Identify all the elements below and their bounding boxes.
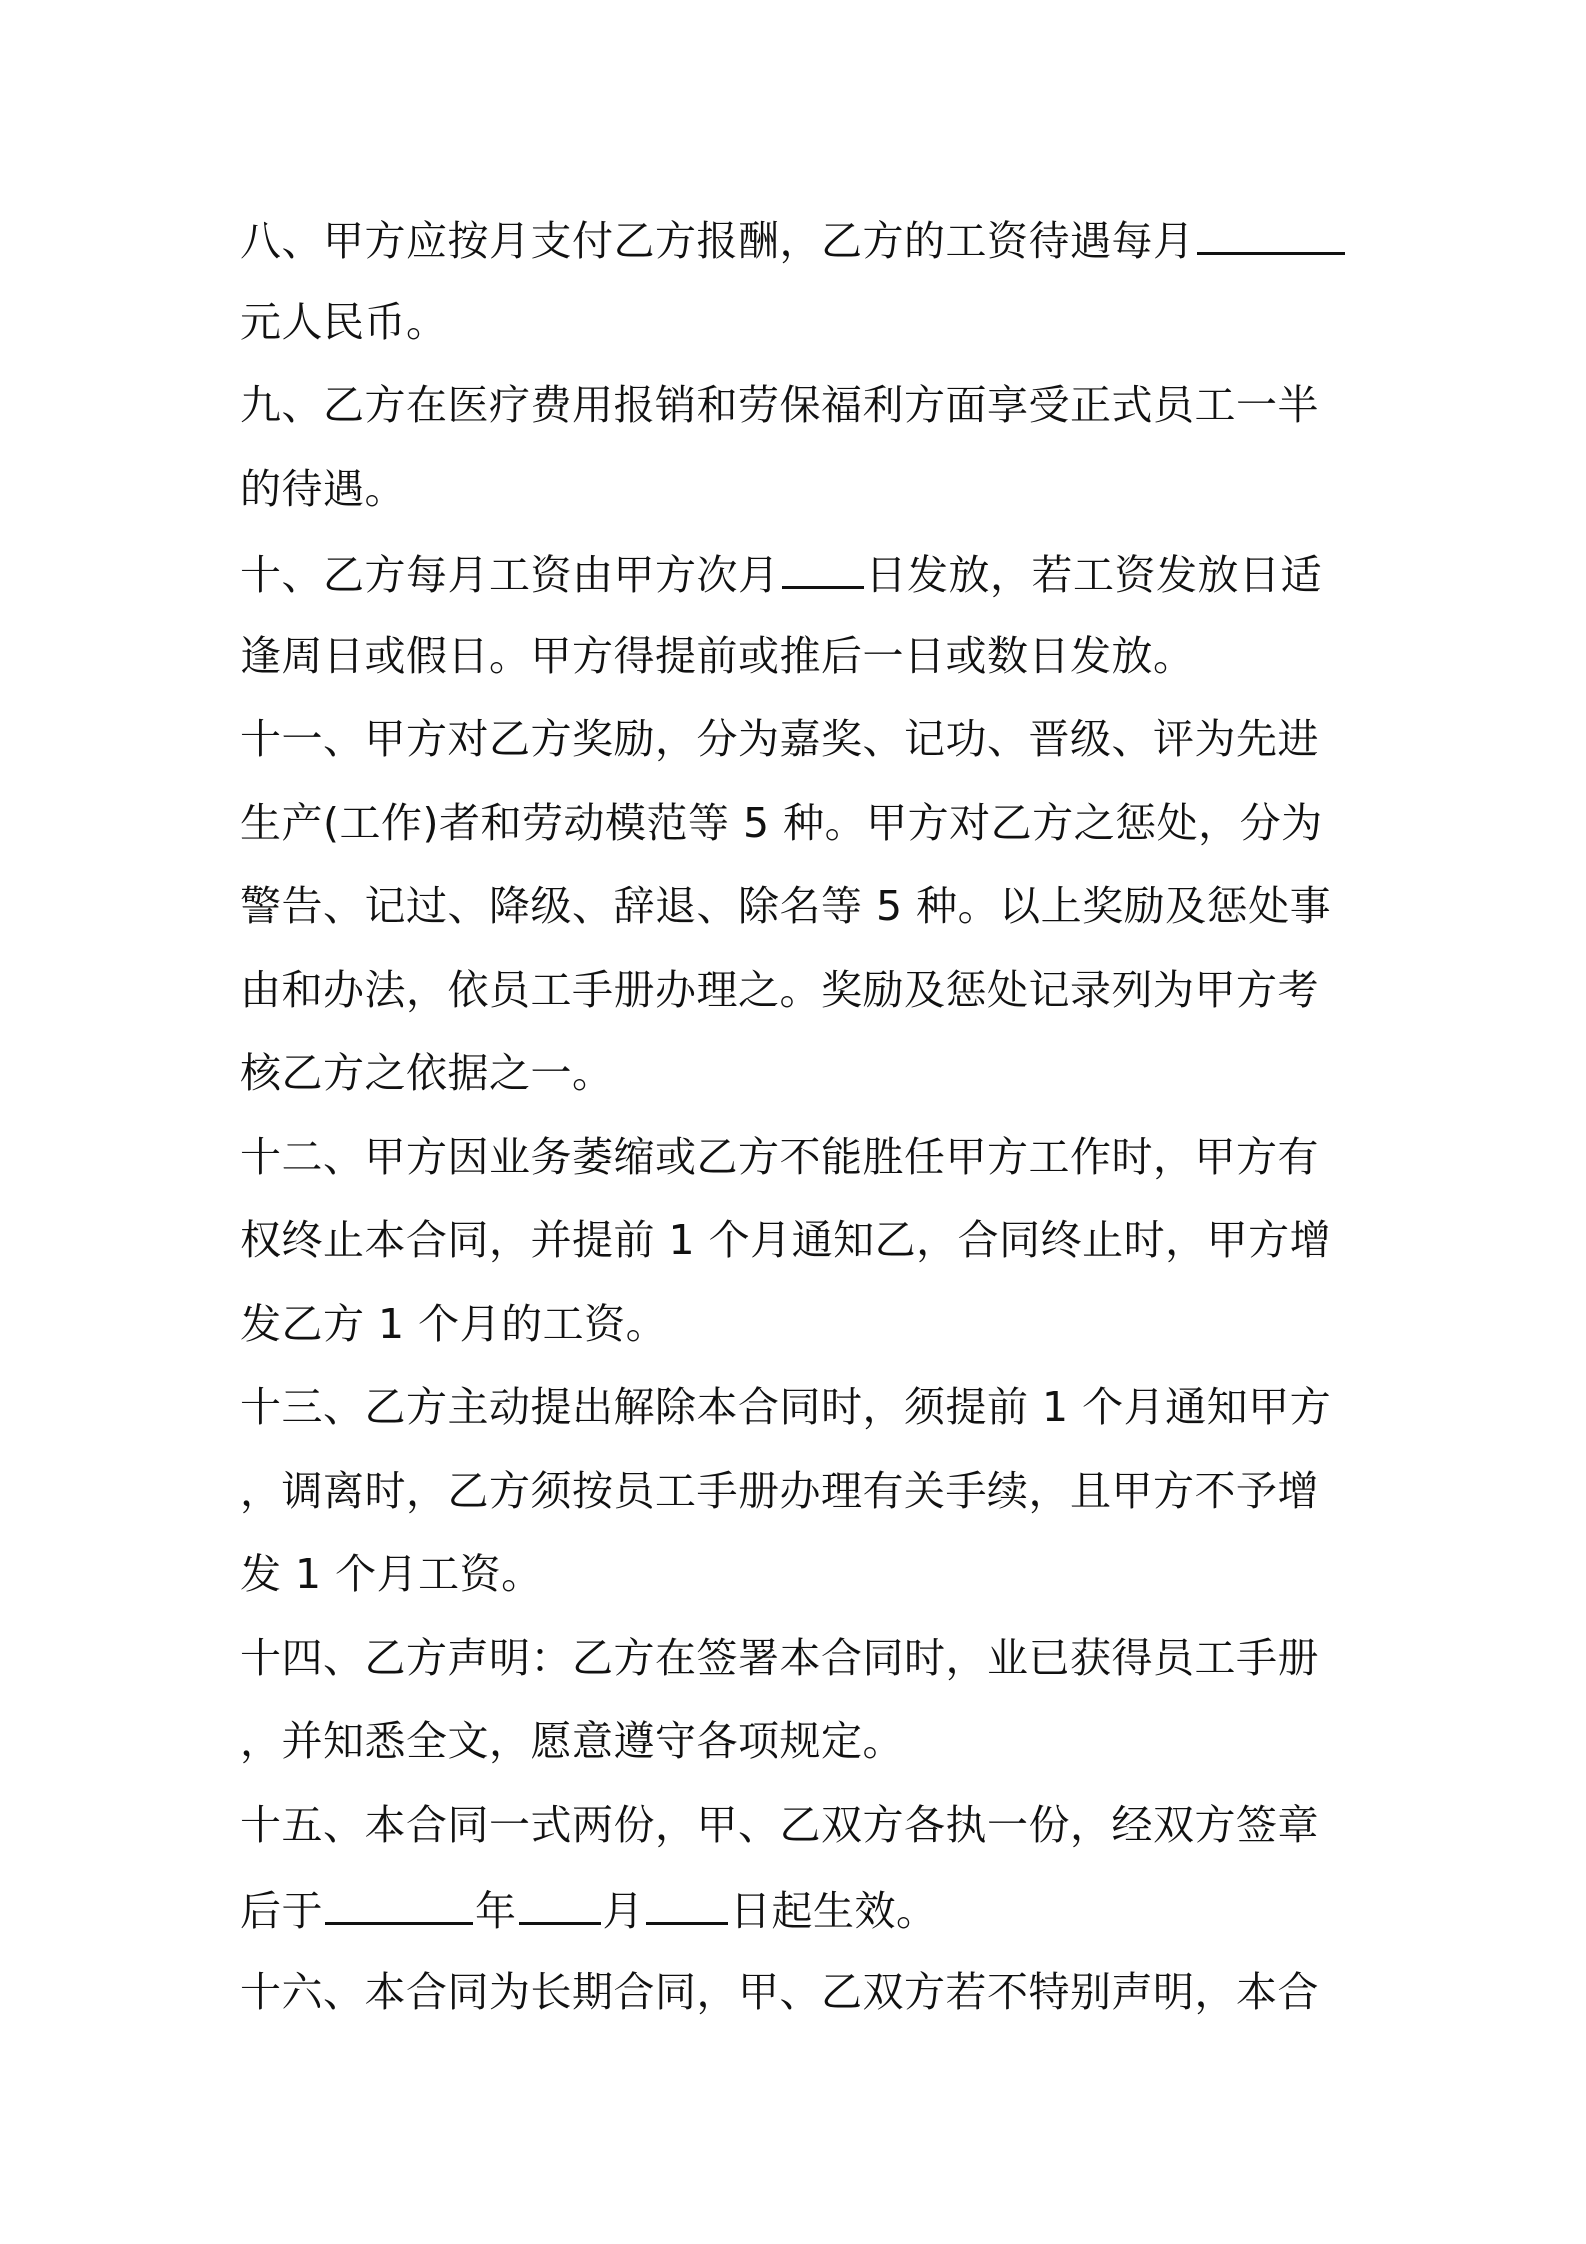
effective-month-blank: [519, 1870, 601, 1925]
clause-15-line-1: 十五、本合同一式两份，甲、乙双方各执一份，经双方签章: [240, 1800, 1319, 1849]
clause-13-line-1: 十三、乙方主动提出解除本合同时，须提前 1 个月通知甲方: [240, 1383, 1332, 1431]
payday-blank: [782, 534, 864, 589]
clause-10-line-1: 十、乙方每月工资由甲方次月 日发放，若工资发放日适: [240, 534, 1360, 618]
clause-11-line-5: 核乙方之依据之一。: [240, 1049, 614, 1097]
effective-year-blank: [325, 1870, 473, 1925]
clause-8-line-2: 元人民币。: [240, 297, 448, 346]
clause-10-line-2: 逢周日或假日。甲方得提前或推后一日或数日发放。: [240, 631, 1195, 680]
clause-9-line-1: 九、乙方在医疗费用报销和劳保福利方面享受正式员工一半: [240, 381, 1319, 429]
clause-12-line-1: 十二、甲方因业务萎缩或乙方不能胜任甲方工作时，甲方有: [240, 1132, 1319, 1181]
salary-amount-blank: [1197, 200, 1345, 255]
clause-11-line-2: 生产(工作)者和劳动模范等 5 种。甲方对乙方之惩处，分为: [240, 798, 1323, 847]
clause-9-line-2: 的待遇。: [240, 464, 406, 513]
clause-11-line-1: 十一、甲方对乙方奖励，分为嘉奖、记功、晋级、评为先进: [240, 715, 1319, 763]
effective-day-blank: [646, 1870, 728, 1925]
clause-14-line-2: ，并知悉全文，愿意遵守各项规定。: [240, 1717, 904, 1765]
clause-13-line-3: 发 1 个月工资。: [240, 1550, 543, 1598]
clause-8-line-1: 八、甲方应按月支付乙方报酬，乙方的工资待遇每月: [240, 200, 1360, 284]
clause-11-line-3: 警告、记过、降级、辞退、除名等 5 种。以上奖励及惩处事: [240, 882, 1332, 930]
clause-15-line-2: 后于 年 月 日起生效。: [240, 1870, 1360, 1954]
clause-11-line-4: 由和办法，依员工手册办理之。奖励及惩处记录列为甲方考: [240, 965, 1319, 1014]
contract-body: [240, 200, 1360, 2037]
clause-16-line-1: 十六、本合同为长期合同，甲、乙双方若不特别声明，本合: [240, 1967, 1319, 2016]
clause-12-line-3: 发乙方 1 个月的工资。: [240, 1299, 668, 1348]
clause-14-line-1: 十四、乙方声明：乙方在签署本合同时，业已获得员工手册: [240, 1633, 1319, 1682]
clause-12-line-2: 权终止本合同，并提前 1 个月通知乙，合同终止时，甲方增: [240, 1216, 1332, 1264]
clause-13-line-2: ，调离时，乙方须按员工手册办理有关手续，且甲方不予增: [240, 1466, 1319, 1515]
